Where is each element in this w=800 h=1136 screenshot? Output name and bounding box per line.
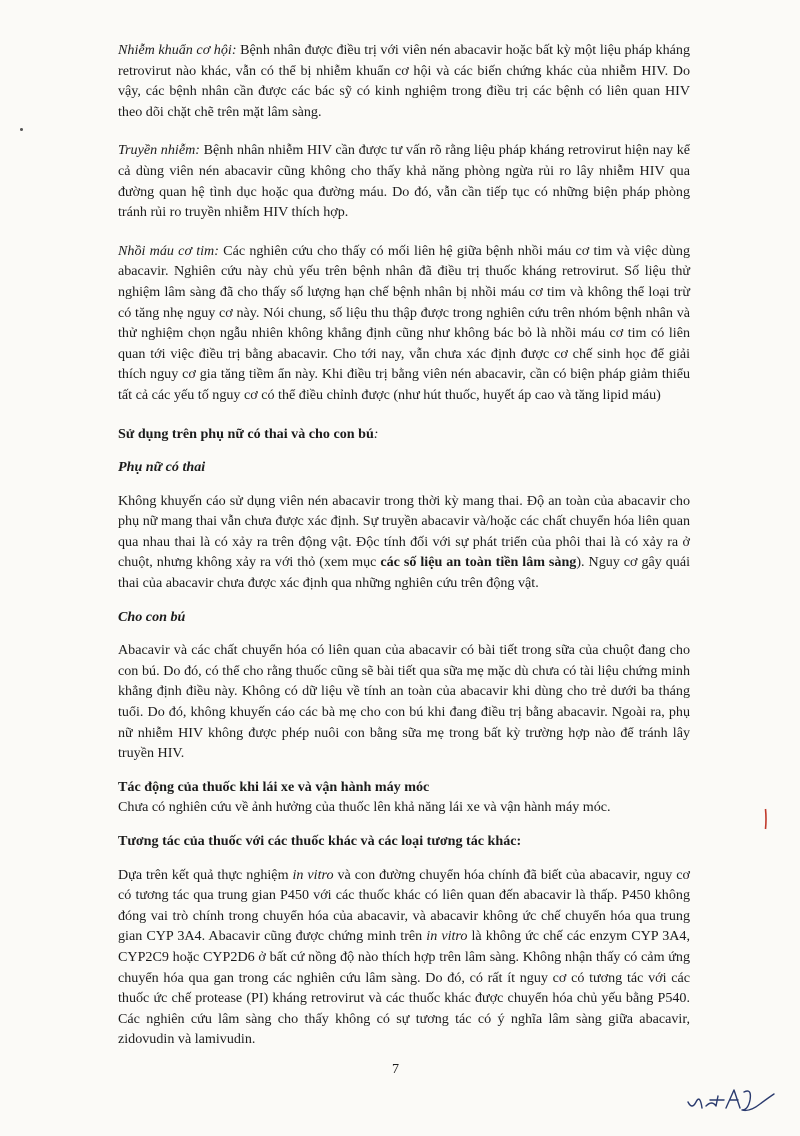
heading-colon: : <box>373 425 379 442</box>
red-margin-mark <box>764 808 767 830</box>
subheading-breastfeeding: Cho con bú <box>118 608 186 625</box>
heading-text: Sử dụng trên phụ nữ có thai và cho con bú <box>118 425 374 442</box>
document-body <box>118 40 690 1050</box>
paragraph-lead: Nhồi máu cơ tim: <box>118 242 219 259</box>
paragraph-driving: Chưa có nghiên cứu về ảnh hưởng của thuốc lên khả năng lái xe và vận hành máy móc. <box>118 799 611 816</box>
heading-pregnancy-lactation <box>118 424 690 445</box>
paragraph-opportunistic-infection <box>118 40 690 122</box>
paragraph-myocardial-infarction <box>118 241 690 406</box>
page-number: 7 <box>392 1061 400 1077</box>
paragraph-transmission <box>118 140 690 222</box>
paragraph-text: Bệnh nhân nhiễm HIV cần được tư vấn rõ rằng liệu pháp kháng retrovirut hiện nay kể cả dùng viên nén abacavir cũng không cho thấy khả năng phòng ngừa rủi ro lây nhiễm HIV qua đường quan hệ tình dục hoặc qua đường máu. Do đó, vẫn cần tiếp tục có những biện pháp phòng tránh rủi ro truyền nhiễm HIV thích hợp. <box>118 142 690 221</box>
in-vitro-term: in vitro <box>292 866 334 883</box>
paragraph-lead: Truyền nhiễm: <box>118 142 200 159</box>
paragraph-text: Bệnh nhân được điều trị với viên nén abacavir hoặc bất kỳ một liệu pháp kháng retrovirut nào khác, vẫn có thể bị nhiễm khuẩn cơ hội và các biến chứng khác của nhiễm HIV. Do vậy, các bệnh nhân cần được các bác sỹ có kinh nghiệm trong điều trị các bệnh có liên quan HIV theo dõi chặt chẽ trên mặt lâm sàng. <box>118 42 690 120</box>
paragraph-text: Các nghiên cứu cho thấy có mối liên hệ giữa bệnh nhồi máu cơ tim và việc dùng abacavir. Nghiên cứu này chủ yếu trên bệnh nhân đã điều trị thuốc kháng retrovirut. Số liệu thử nghiệm lâm sàng đã cho thấy số lượng hạn chế bệnh nhân bị nhồi máu cơ tim và không thể loại trừ có tăng nhẹ nguy cơ này. Nói chung, số liệu thu thập được trong nghiên cứu trên nhóm bệnh nhân và thử nghiệm chọn ngẫu nhiên không khẳng định cũng như không bác bỏ là nhồi máu cơ tim có liên quan tới việc điều trị bằng abacavir. Cho tới nay, vẫn chưa xác định được cơ chế sinh học để giải thích nguy cơ gia tăng tiềm ẩn này. Khi điều trị bằng viên nén abacavir, cần có biện pháp giảm thiểu tất cả các yếu tố nguy cơ có thể điều chỉnh được (như hút thuốc, huyết áp cao và tăng lipid máu) <box>118 242 690 403</box>
handwritten-signature <box>680 1080 780 1120</box>
margin-dot <box>20 128 23 131</box>
in-vitro-term: in vitro <box>426 928 468 945</box>
subheading-pregnant-women: Phụ nữ có thai <box>118 459 206 476</box>
paragraph-lead: Nhiễm khuẩn cơ hội: <box>118 42 237 58</box>
cross-reference: các số liệu an toàn tiền lâm sàng <box>380 554 577 571</box>
heading-interactions: Tương tác của thuốc với các thuốc khác và các loại tương tác khác: <box>118 833 522 849</box>
paragraph-text: Dựa trên kết quả thực nghiệm <box>118 866 293 883</box>
paragraph-breastfeeding: Abacavir và các chất chuyển hóa có liên quan của abacavir có bài tiết trong sữa của chuột đang cho con bú. Do đó, có thể cho rằng thuốc cũng sẽ bài tiết qua sữa mẹ mặc dù chưa có tài liệu chứng minh khẳng định điều này. Không có dữ liệu về tính an toàn của abacavir khi dùng cho trẻ dưới ba tháng tuổi. Do đó, không khuyến cáo các bà mẹ cho con bú khi đang điều trị bằng abacavir. Ngoài ra, phụ nữ nhiễm HIV không được phép nuôi con bằng sữa mẹ trong bất kỳ trường hợp nào để tránh lây truyền HIV. <box>118 642 690 762</box>
heading-driving: Tác động của thuốc khi lái xe và vận hành máy móc <box>118 778 430 795</box>
paragraph-text: và con đường chuyển hóa chính đã biết của abacavir, nguy cơ có tương tác qua trung gian P450 với các thuốc khác có liên quan đến abacavir là thấp. P450 không đóng vai trò chính trong chuyển hóa của abacavir, và abacavir không ức chế chuyển hóa qua trung gian CYP 3A4. Abacavir cũng được chứng minh trên <box>118 866 690 945</box>
paragraph-text: ). Nguy cơ gây quái thai của abacavir chưa được xác định qua những nghiên cứu trên động vật. <box>118 554 691 592</box>
paragraph-text: là không ức chế các enzym CYP 3A4, CYP2C9 hoặc CYP2D6 ở bất cứ nồng độ nào thích hợp trên lâm sàng. Không nhận thấy có cảm ứng chuyển hóa qua gan trong các nghiên cứu lâm sàng. Do đó, có rất ít nguy cơ có tương tác với các thuốc ức chế protease (PI) kháng retrovirut và các thuốc khác được chuyển hóa chủ yếu bằng P540. Các nghiên cứu lâm sàng cho thấy không có sự tương tác có ý nghĩa lâm sàng giữa abacavir, zidovudin và lamivudin. <box>118 928 690 1048</box>
paragraph-pregnancy <box>118 491 690 594</box>
paragraph-text: Không khuyến cáo sử dụng viên nén abacavir trong thời kỳ mang thai. Độ an toàn của abacavir cho phụ nữ mang thai vẫn chưa được xác định. Sự truyền abacavir và/hoặc các chất chuyển hóa liên quan qua nhau thai là có xảy ra trên động vật. Độc tính đối với sự phát triển của phôi thai là có xảy ra ở chuột, nhưng không xảy ra với thỏ (xem mục <box>118 492 690 571</box>
paragraph-interactions <box>118 865 690 1050</box>
